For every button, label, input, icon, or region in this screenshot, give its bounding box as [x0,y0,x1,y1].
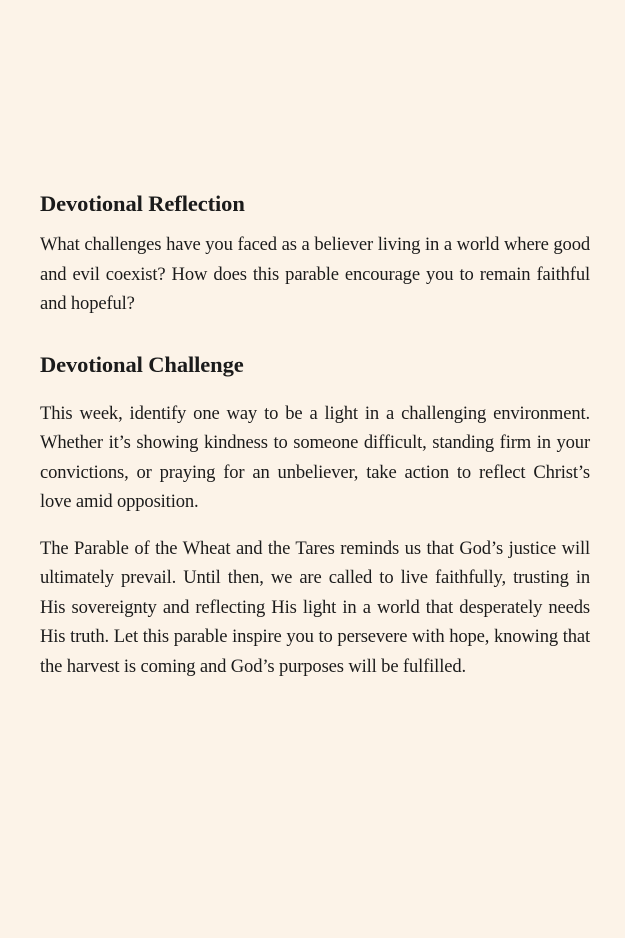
devotional-reflection-section [40,188,590,319]
challenge-heading: Devotional Challenge [40,351,244,377]
reflection-heading: Devotional Reflection [40,191,245,216]
closing-paragraph: The Parable of the Wheat and the Tares reminds us that God’s justice will ultimately prevail. Until then, we are called to live faithfully, trusting in His sovereignty and reflecting His light in a world that desperately needs His truth. Let this parable inspire you to persevere with hope, knowing that the harvest is coming and God’s purposes will be fulfilled. [40,537,590,677]
devotional-challenge-section [40,349,590,682]
page-content [40,188,590,681]
reflection-paragraph: What challenges have you faced as a believer living in a world where good and evil coexist? How does this parable encourage you to remain faithful and hopeful? [40,234,590,314]
challenge-paragraph: This week, identify one way to be a light in a challenging environment. Whether it’s showing kindness to someone difficult, standing firm in your convictions, or praying for an unbeliever, take action to reflect Christ’s love amid opposition. [40,402,590,512]
